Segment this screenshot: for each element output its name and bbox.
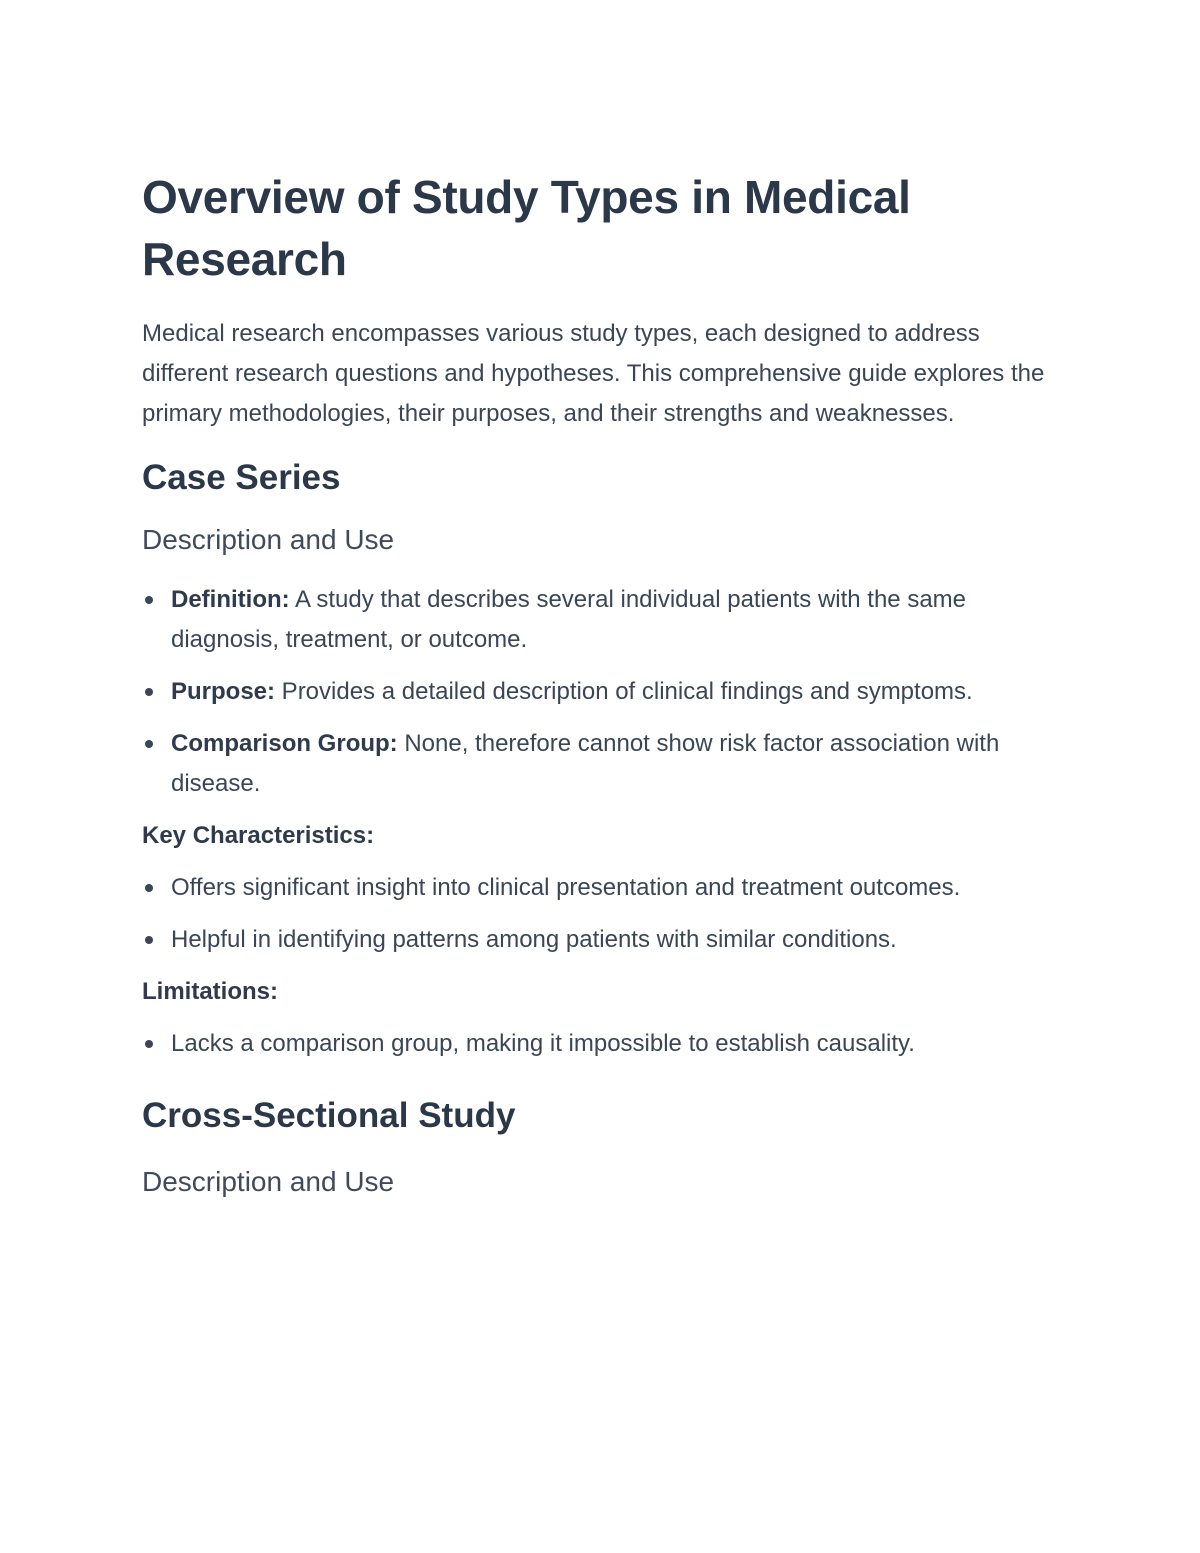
list-item-text: Lacks a comparison group, making it impossible to establish causality. <box>171 1030 915 1057</box>
bullet-icon <box>145 740 153 748</box>
limitations-label: Limitations: <box>142 978 278 1005</box>
term-text: Provides a detailed description of clinical findings and symptoms. <box>275 678 973 705</box>
subheading-description-and-use: Description and Use <box>142 524 395 555</box>
list-item <box>142 868 1062 908</box>
document-title: Overview of Study Types in Medical Research <box>142 171 911 285</box>
term-label: Comparison Group: <box>171 730 398 757</box>
term-text: None, therefore cannot show risk factor association with disease. <box>171 730 1000 797</box>
list-item-definition <box>142 580 1062 660</box>
list-item-comparison-group <box>142 724 1062 804</box>
list-item-text: Helpful in identifying patterns among patients with similar conditions. <box>171 926 897 953</box>
section-heading-cross-sectional: Cross-Sectional Study <box>142 1096 516 1135</box>
document-page <box>142 166 1062 1200</box>
bullet-icon <box>145 596 153 604</box>
bullet-icon <box>145 884 153 892</box>
intro-paragraph: Medical research encompasses various study types, each designed to address different research questions and hypotheses. This comprehensive guide explores the primary methodologies, their purposes, and their strengths and weaknesses. <box>142 320 1045 427</box>
key-characteristics-label: Key Characteristics: <box>142 822 375 849</box>
bullet-icon <box>145 1040 153 1048</box>
term-text: A study that describes several individual patients with the same diagnosis, treatment, or outcome. <box>171 586 967 653</box>
list-item-purpose <box>142 672 1062 712</box>
list-item <box>142 920 1062 960</box>
key-characteristics-list <box>142 868 1062 960</box>
list-item-text: Offers significant insight into clinical presentation and treatment outcomes. <box>171 874 961 901</box>
bullet-icon <box>145 688 153 696</box>
term-label: Definition: <box>171 586 290 613</box>
list-item <box>142 1024 1062 1064</box>
definition-list <box>142 580 1062 804</box>
limitations-list <box>142 1024 1062 1064</box>
section-heading-case-series: Case Series <box>142 458 341 497</box>
term-label: Purpose: <box>171 678 276 705</box>
subheading-description-and-use: Description and Use <box>142 1166 395 1197</box>
bullet-icon <box>145 936 153 944</box>
